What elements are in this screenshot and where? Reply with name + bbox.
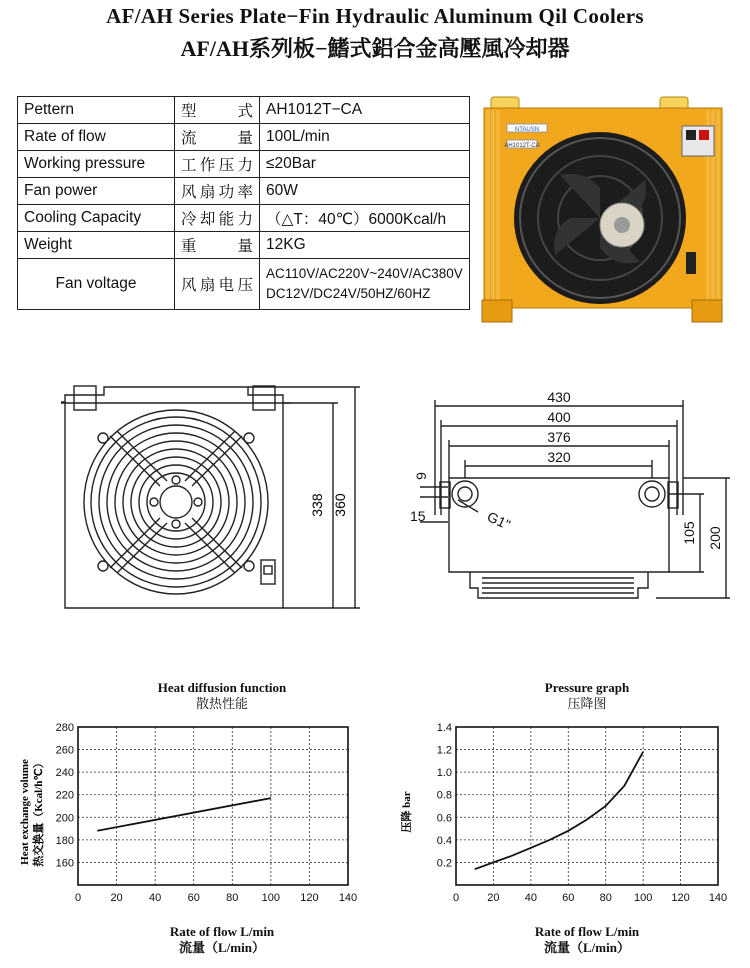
dim-376: 376 xyxy=(547,429,571,445)
title-chinese: AF/AH系列板−鰭式鋁合金高壓風冷却器 xyxy=(180,36,570,61)
voltage-ac: AC110V/AC220V~240V/AC380V xyxy=(266,266,463,281)
x-tick-label: 40 xyxy=(149,892,162,904)
spec-label-en: Fan power xyxy=(18,178,175,205)
dim-430: 430 xyxy=(547,389,571,405)
chart0-title-zh: 散热性能 xyxy=(195,696,248,711)
x-tick-label: 20 xyxy=(487,892,500,904)
x-tick-label: 80 xyxy=(599,892,612,904)
y-tick-label: 0.4 xyxy=(436,834,452,847)
product-photo xyxy=(478,96,736,322)
dim-200: 200 xyxy=(707,526,723,550)
y-tick-label: 220 xyxy=(55,789,74,802)
dim-105: 105 xyxy=(681,521,697,545)
chart1-xlabel-en: Rate of flow L/min xyxy=(534,924,640,939)
chart0-xlabel xyxy=(102,924,342,956)
x-tick-label: 60 xyxy=(187,892,200,904)
series-line xyxy=(97,798,271,831)
y-tick-label: 260 xyxy=(55,744,74,757)
x-tick-label: 20 xyxy=(110,892,123,904)
spec-value: AH1012T−CA xyxy=(260,97,470,124)
chart1-xlabel xyxy=(467,924,707,956)
dim-320: 320 xyxy=(547,449,571,465)
y-tick-label: 1.4 xyxy=(436,722,452,734)
spec-label-en: Cooling Capacity xyxy=(18,205,175,232)
chart1-ylabel-zh: 压降 bar xyxy=(401,791,413,833)
y-tick-label: 280 xyxy=(55,722,74,734)
x-tick-label: 0 xyxy=(452,892,460,904)
y-tick-label: 180 xyxy=(55,834,74,847)
spec-label-zh: 冷却能力 xyxy=(175,205,260,232)
x-tick-label: 40 xyxy=(524,892,537,904)
chart1-title xyxy=(437,680,737,712)
x-tick-label: 120 xyxy=(300,892,319,904)
y-tick-label: 1.2 xyxy=(436,744,452,757)
chart0-title xyxy=(72,680,372,712)
voltage-dc: DC12V/DC24V/50HZ/60HZ xyxy=(266,286,431,301)
plot-frame xyxy=(78,727,348,885)
dim-400: 400 xyxy=(547,409,571,425)
x-tick-label: 120 xyxy=(671,892,690,904)
dim-thread: G1" xyxy=(484,508,513,533)
spec-value: ≤20Bar xyxy=(260,151,470,178)
spec-label-zh: 风扇电压 xyxy=(175,259,260,310)
spec-label-en: Pettern xyxy=(18,97,175,124)
chart0-ylabel-zh: 热交换量（Kcal/h℃） xyxy=(33,757,45,867)
spec-label-zh: 风扇功率 xyxy=(175,178,260,205)
spec-label-en: Weight xyxy=(18,232,175,259)
x-tick-label: 60 xyxy=(562,892,575,904)
spec-label-zh: 重 量 xyxy=(175,232,260,259)
x-tick-label: 0 xyxy=(74,892,82,904)
title-english: AF/AH Series Plate−Fin Hydraulic Aluminum Qil Coolers xyxy=(106,4,644,28)
y-tick-label: 0.2 xyxy=(436,857,452,870)
heat-diffusion-chart xyxy=(56,722,358,904)
nameplate-brand: NTAUSN xyxy=(514,127,540,133)
y-tick-label: 1.0 xyxy=(436,767,452,780)
dim-9: 9 xyxy=(413,472,429,480)
spec-label-en: Working pressure xyxy=(18,151,175,178)
spec-value: 60W xyxy=(260,178,470,205)
chart1-title-zh: 压降图 xyxy=(567,696,607,711)
dim-338: 338 xyxy=(309,493,325,517)
x-tick-label: 140 xyxy=(708,892,728,904)
spec-label-zh: 工作压力 xyxy=(175,151,260,178)
spec-label-en: Fan voltage xyxy=(18,259,175,310)
spec-value: 12KG xyxy=(260,232,470,259)
y-tick-label: 160 xyxy=(55,857,74,870)
spec-label-zh: 流 量 xyxy=(175,124,260,151)
x-tick-label: 140 xyxy=(338,892,358,904)
chart1-xlabel-zh: 流量（L/min） xyxy=(544,940,630,955)
y-tick-label: 0.8 xyxy=(436,789,452,802)
chart1-title-en: Pressure graph xyxy=(544,680,630,695)
spec-label-en: Rate of flow xyxy=(18,124,175,151)
y-tick-label: 200 xyxy=(55,812,74,825)
chart0-title-en: Heat diffusion function xyxy=(157,680,287,695)
pressure-chart xyxy=(437,722,727,904)
series-line xyxy=(475,752,643,869)
y-tick-label: 240 xyxy=(55,767,74,780)
spec-label-zh: 型 式 xyxy=(175,97,260,124)
dim-15: 15 xyxy=(410,508,426,524)
x-tick-label: 100 xyxy=(633,892,653,904)
chart0-xlabel-en: Rate of flow L/min xyxy=(169,924,275,939)
spec-value: 100L/min xyxy=(260,124,470,151)
dim-360: 360 xyxy=(332,493,348,517)
spec-value: （△T：40℃）6000Kcal/h xyxy=(260,205,470,232)
x-tick-label: 100 xyxy=(261,892,281,904)
y-tick-label: 0.6 xyxy=(436,812,452,825)
chart0-ylabel: Heat exchange volume xyxy=(19,759,31,865)
side-view-drawing xyxy=(420,400,730,598)
x-tick-label: 80 xyxy=(226,892,239,904)
nameplate-model: AH1012T-CA xyxy=(504,143,540,149)
chart0-xlabel-zh: 流量（L/min） xyxy=(179,940,265,955)
